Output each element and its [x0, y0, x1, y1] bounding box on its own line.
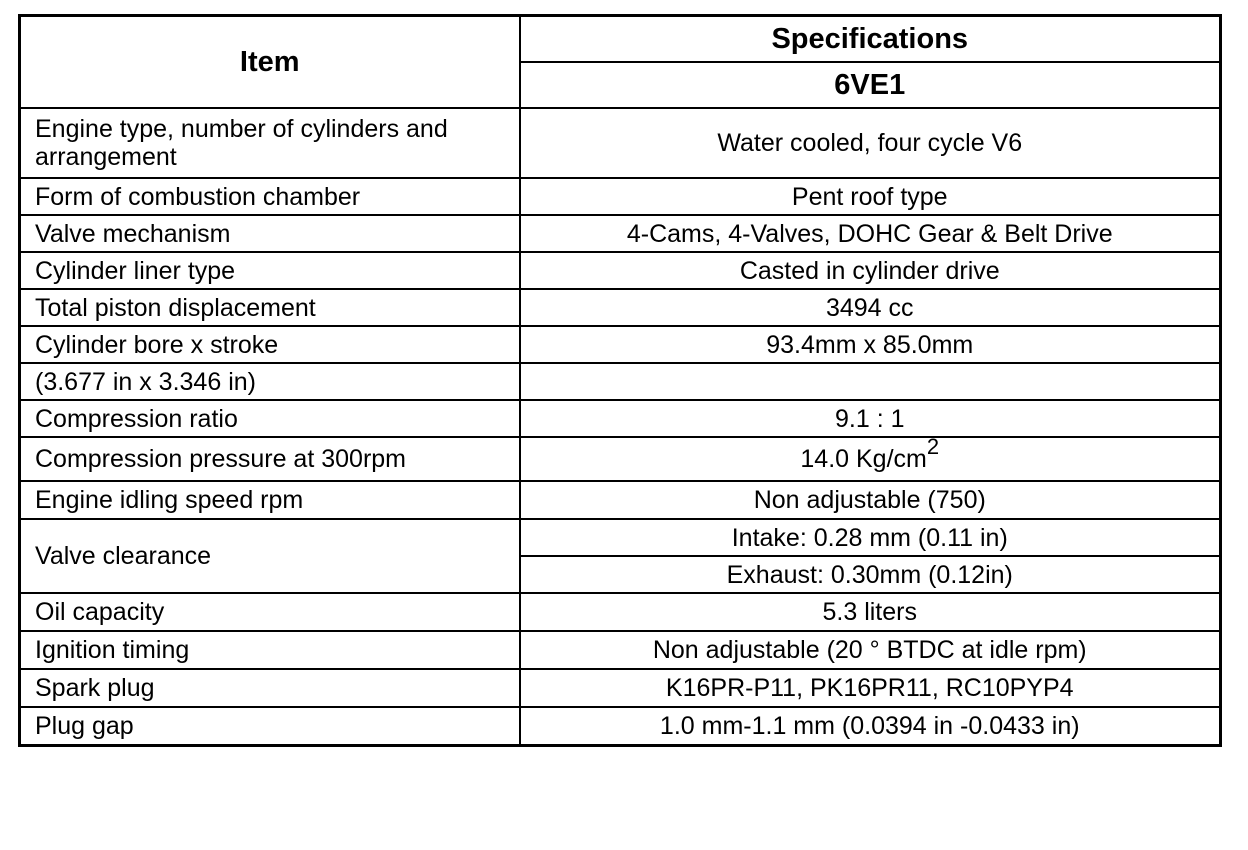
item-cell: Cylinder liner type: [20, 252, 520, 289]
value-cell-intake: Intake: 0.28 mm (0.11 in): [520, 519, 1221, 556]
value-cell: 1.0 mm-1.1 mm (0.0394 in -0.0433 in): [520, 707, 1221, 745]
item-header: Item: [20, 16, 520, 109]
item-cell: Cylinder bore x stroke: [20, 326, 520, 363]
specifications-table: [18, 14, 1222, 747]
table-row: [20, 437, 1221, 481]
item-cell: Total piston displacement: [20, 289, 520, 326]
specifications-header: Specifications: [520, 16, 1221, 63]
superscript: 2: [926, 434, 940, 459]
item-cell: Form of combustion chamber: [20, 178, 520, 215]
table-row: [20, 252, 1221, 289]
item-cell: Engine type, number of cylinders and arrangement: [20, 108, 520, 178]
table-row: [20, 481, 1221, 519]
table-row: [20, 108, 1221, 178]
model-header: 6VE1: [520, 62, 1221, 108]
item-cell: (3.677 in x 3.346 in): [20, 363, 520, 400]
value-cell: 93.4mm x 85.0mm: [520, 326, 1221, 363]
value-cell: 3494 cc: [520, 289, 1221, 326]
table-row: [20, 326, 1221, 363]
item-cell: Valve mechanism: [20, 215, 520, 252]
item-cell: Plug gap: [20, 707, 520, 745]
table-row: [20, 289, 1221, 326]
value-cell: Casted in cylinder drive: [520, 252, 1221, 289]
value-cell: Pent roof type: [520, 178, 1221, 215]
item-cell: Engine idling speed rpm: [20, 481, 520, 519]
table-row: [20, 400, 1221, 437]
table-row: [20, 669, 1221, 707]
table-row: [20, 593, 1221, 631]
value-cell: [520, 363, 1221, 400]
value-cell: 9.1 : 1: [520, 400, 1221, 437]
item-cell: Valve clearance: [20, 519, 520, 593]
table-row: [20, 707, 1221, 745]
value-cell: [520, 434, 1221, 481]
value-cell-exhaust: Exhaust: 0.30mm (0.12in): [520, 556, 1221, 593]
item-cell: Compression ratio: [20, 400, 520, 437]
item-cell: Spark plug: [20, 669, 520, 707]
value-cell: Non adjustable (750): [520, 481, 1221, 519]
value-cell: Non adjustable (20 ° BTDC at idle rpm): [520, 631, 1221, 669]
value-cell: 5.3 liters: [520, 593, 1221, 631]
table-row: [20, 631, 1221, 669]
value-cell: 4-Cams, 4-Valves, DOHC Gear & Belt Drive: [520, 215, 1221, 252]
table-row: [20, 178, 1221, 215]
value-cell: Water cooled, four cycle V6: [520, 108, 1221, 178]
table-row: [20, 215, 1221, 252]
header-row: [20, 16, 1221, 63]
table-row: [20, 519, 1221, 556]
value-cell: K16PR-P11, PK16PR11, RC10PYP4: [520, 669, 1221, 707]
item-cell: Compression pressure at 300rpm: [20, 437, 520, 481]
table-row: [20, 363, 1221, 400]
value-text: 14.0 Kg/cm: [800, 445, 927, 473]
item-cell: Oil capacity: [20, 593, 520, 631]
item-cell: Ignition timing: [20, 631, 520, 669]
